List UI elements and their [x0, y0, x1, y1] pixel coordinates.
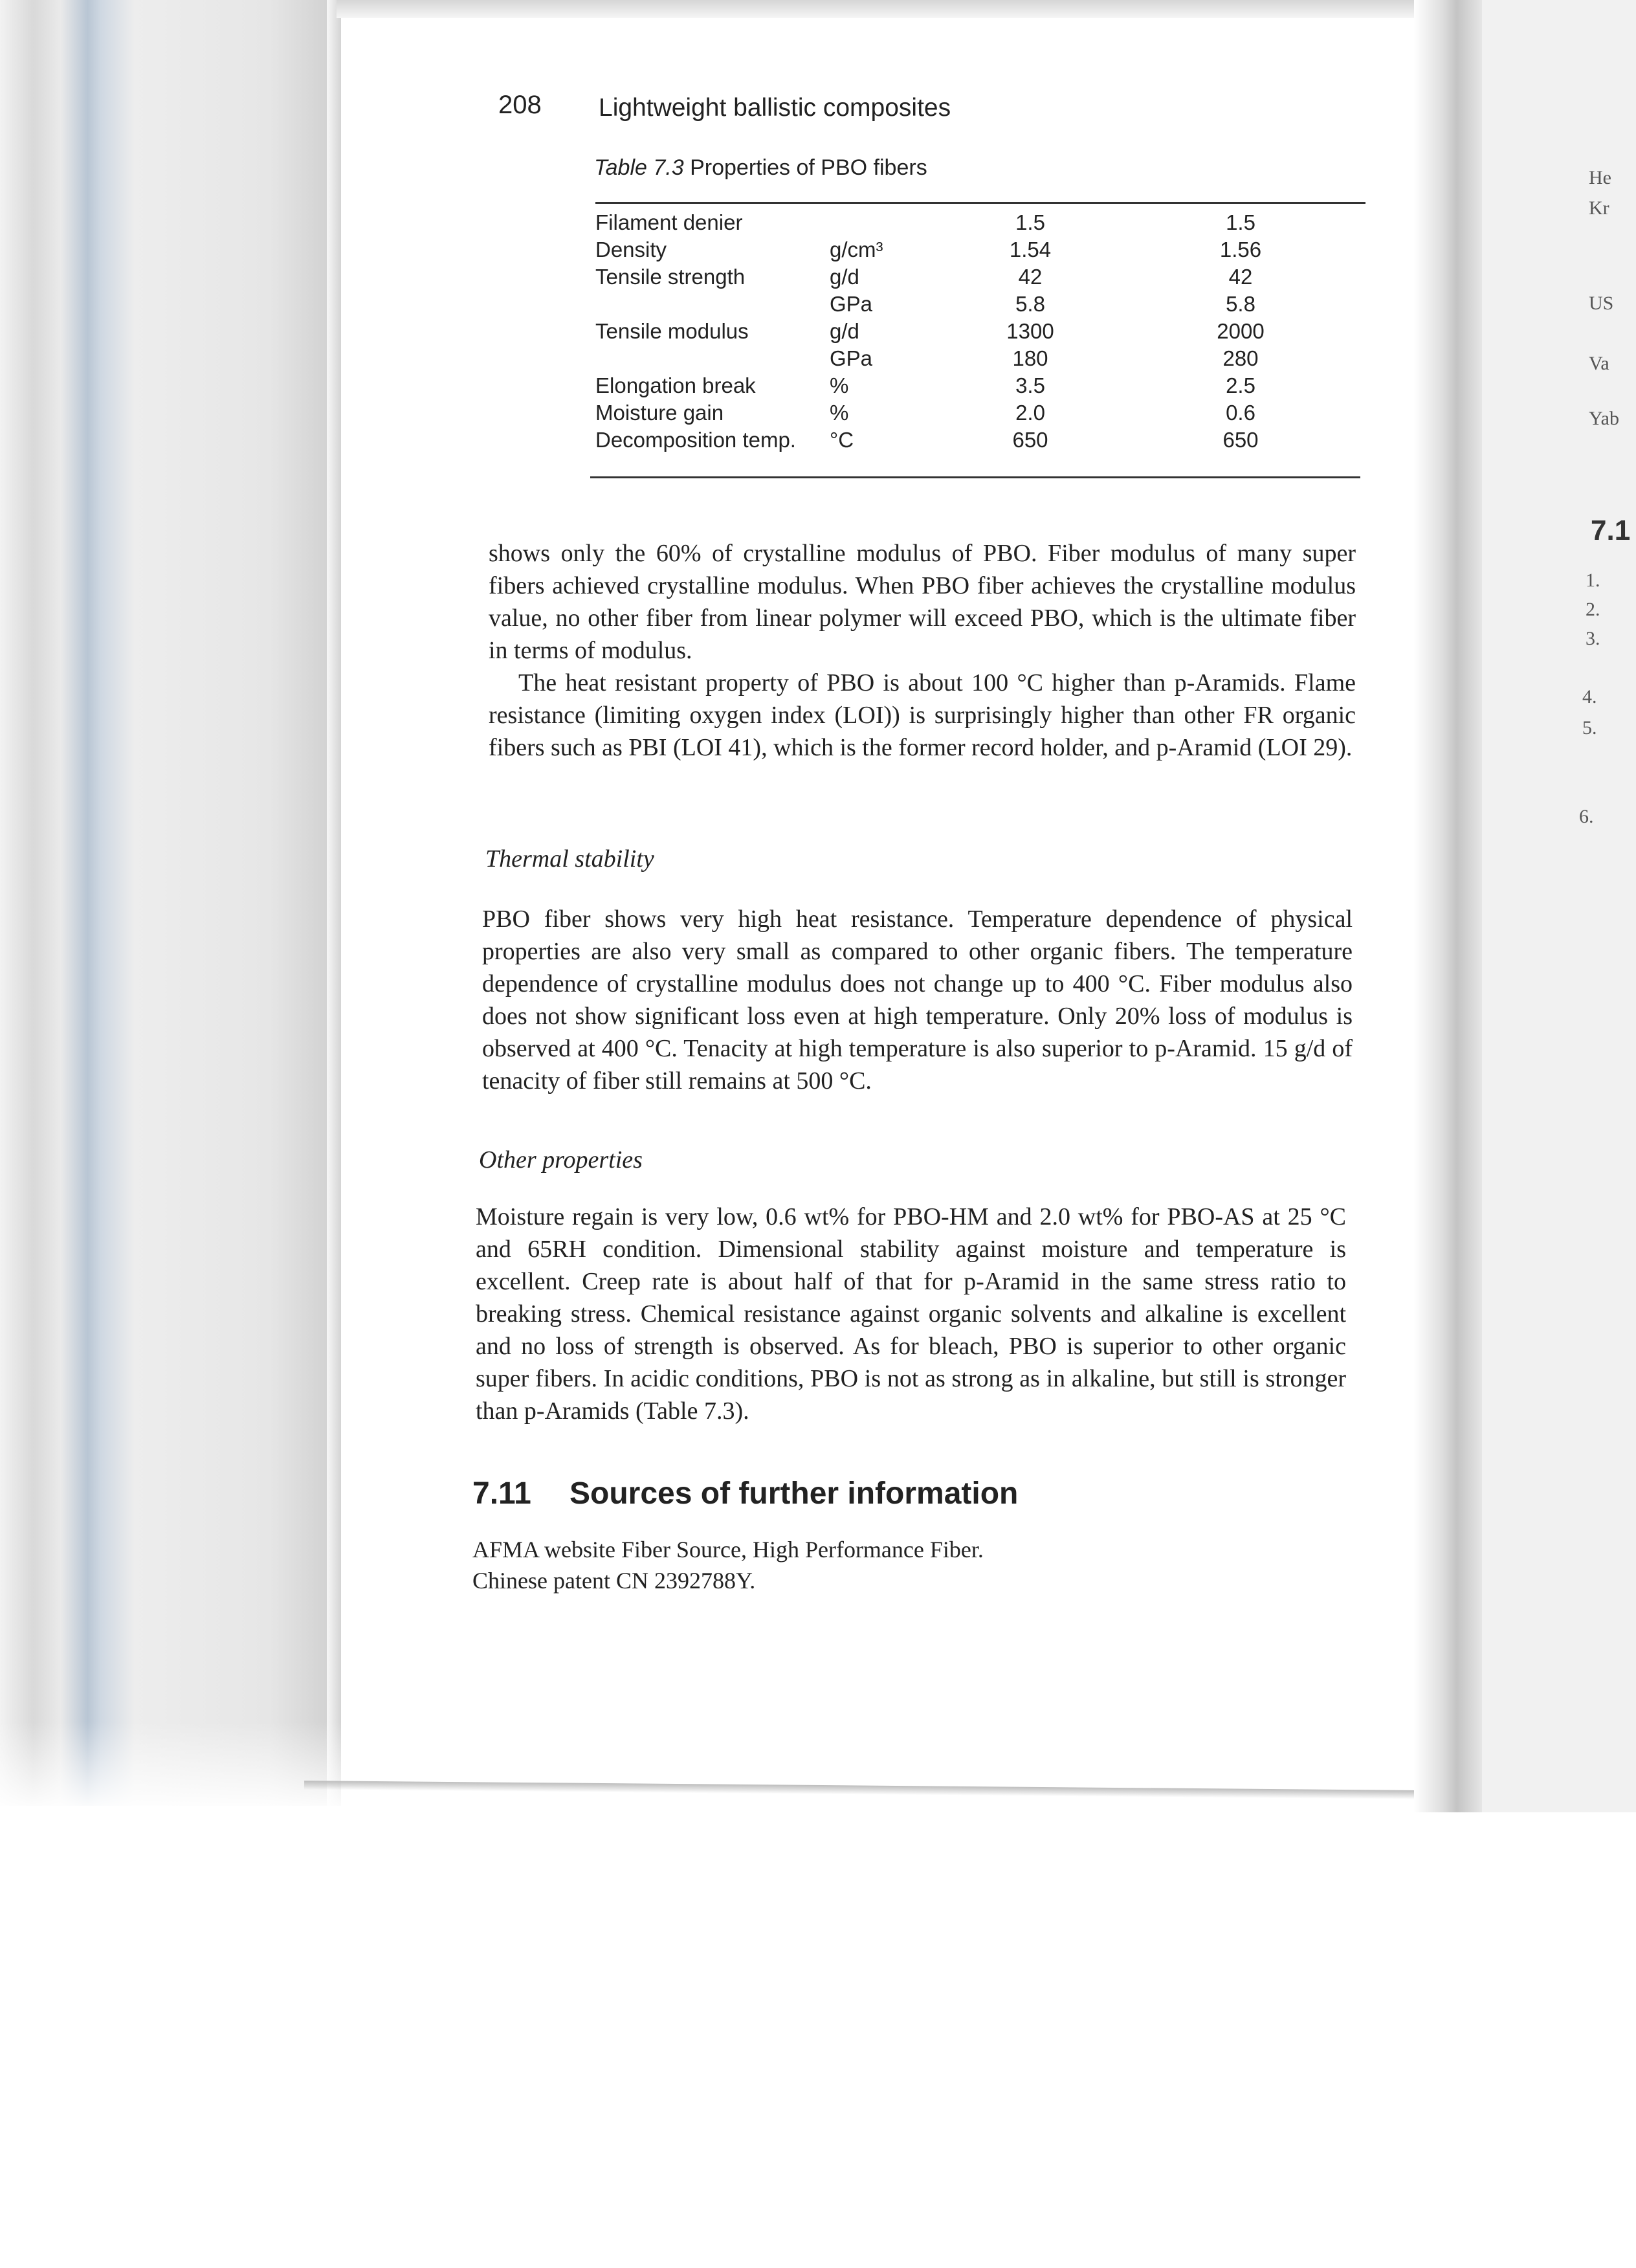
table-row [590, 238, 1360, 265]
paragraph: The heat resistant property of PBO is about 100 °C higher than p-Aramids. Flame resistance (limiting oxygen index (LOI)) is surprisingly higher than other FR organic fibers such as PBI (LOI 41), which is the former record holder, and p-Aramid (LOI 29). [489, 669, 1356, 761]
section-title: Sources of further information [569, 1476, 1019, 1511]
table-cell-value: 0.6 [1226, 401, 1255, 425]
table-row [590, 292, 1360, 319]
facing-text-fragment: 5. [1582, 717, 1597, 739]
subheading-other-properties: Other properties [479, 1146, 643, 1173]
facing-text-fragment: 4. [1582, 686, 1597, 707]
table-cell-property: Density [595, 238, 667, 261]
table-row [590, 319, 1360, 346]
paragraph: Moisture regain is very low, 0.6 wt% for PBO-HM and 2.0 wt% for PBO-AS at 25 °C and 65RH condition. Dimensional stability against moisture and temperature is excellent. Creep rate is about half of that for p-Aramid in the same stress ratio to breaking stress. Chemical resistance against organic solvents and alkaline is excellent and no loss of strength is observed. As for bleach, PBO is superior to other organic super fibers. In acidic conditions, PBO is not as strong as in alkaline, but still is stronger than p-Aramids (Table 7.3). [476, 1203, 1346, 1425]
table-cell-value: 2.0 [1015, 401, 1045, 425]
book-spine-shadow [0, 0, 337, 1806]
spine-fade [0, 1722, 362, 1812]
table-cell-unit: % [830, 373, 849, 397]
facing-text-fragment: Va [1589, 353, 1609, 374]
table-cell-value: 1.5 [1015, 210, 1045, 234]
table-cell-unit: g/cm³ [830, 238, 883, 261]
facing-text-fragment: Kr [1589, 197, 1609, 219]
table-cell-value: 1300 [1006, 319, 1054, 343]
table-row [590, 346, 1360, 373]
table-cell-property: Decomposition temp. [595, 428, 796, 452]
table-cell-value: 5.8 [1226, 292, 1255, 316]
table-caption-text: Properties of PBO fibers [690, 155, 927, 180]
paragraph: shows only the 60% of crystalline modulus of PBO. Fiber modulus of many super fibers achieved crystalline modulus. When PBO fiber achieves the crystalline modulus value, no other fiber from linear polymer will exceed PBO, which is the ultimate fiber in terms of modulus. [489, 540, 1356, 664]
table-cell-unit: g/d [830, 265, 859, 289]
facing-text-fragment: 6. [1579, 806, 1594, 827]
paragraph: PBO fiber shows very high heat resistance. Temperature dependence of physical properties are also very small as compared to other organic fibers. The temperature dependence of crystalline modulus does not change up to 400 °C. Fiber modulus also does not show significant loss even at high temperature. Only 20% loss of modulus is observed at 400 °C. Tenacity at high temperature is also superior to p-Aramid. 15 g/d of tenacity of fiber still remains at 500 °C. [482, 906, 1353, 1095]
table-row [590, 210, 1360, 238]
table-cell-unit: % [830, 401, 849, 425]
table-cell-value: 1.56 [1219, 238, 1262, 261]
table-top-rule [595, 202, 1365, 204]
running-title: Lightweight ballistic composites [599, 94, 951, 122]
page-edge-left [327, 0, 341, 1806]
section-heading [472, 1476, 1018, 1511]
reference-item: AFMA website Fiber Source, High Performance Fiber. [472, 1537, 984, 1562]
table-row [590, 401, 1360, 428]
facing-text-fragment: 1. [1586, 570, 1600, 591]
table-cell-value: 280 [1222, 346, 1259, 370]
table-cell-value: 2.5 [1226, 373, 1255, 397]
table-cell-value: 42 [1018, 265, 1043, 289]
table-cell-unit: g/d [830, 319, 859, 343]
facing-heading-fragment: 7.1 [1591, 515, 1631, 546]
table-cell-property: Moisture gain [595, 401, 724, 425]
table-cell-value: 650 [1222, 428, 1259, 452]
table-cell-value: 2000 [1217, 319, 1265, 343]
table-row [590, 265, 1360, 292]
page-number: 208 [498, 91, 542, 119]
table-cell-value: 3.5 [1015, 373, 1045, 397]
table-cell-unit: °C [830, 428, 854, 452]
table-cell-value: 42 [1228, 265, 1253, 289]
table-cell-property: Elongation break [595, 373, 756, 397]
table-cell-value: 650 [1012, 428, 1048, 452]
facing-text-fragment: US [1589, 293, 1614, 314]
table-caption-label: Table 7.3 [594, 155, 684, 180]
reference-item: Chinese patent CN 2392788Y. [472, 1568, 756, 1594]
table-cell-value: 180 [1012, 346, 1048, 370]
table-bottom-rule [590, 476, 1360, 478]
table-cell-property: Filament denier [595, 210, 743, 234]
table-cell-property: Tensile modulus [595, 319, 749, 343]
facing-text-fragment: 2. [1586, 599, 1600, 620]
table-caption [594, 155, 927, 181]
facing-text-fragment: 3. [1586, 628, 1600, 649]
table-cell-property: Tensile strength [595, 265, 746, 289]
table-row [590, 373, 1360, 401]
table-cell-unit: GPa [830, 292, 873, 316]
table-cell-value: 5.8 [1015, 292, 1045, 316]
book-gutter [1414, 0, 1485, 1812]
facing-text-fragment: Yab [1589, 408, 1619, 429]
table-cell-value: 1.54 [1009, 238, 1052, 261]
table-cell-value: 1.5 [1226, 210, 1255, 234]
page-top-shadow [337, 0, 1501, 18]
reference-list [472, 1534, 984, 1596]
section-number: 7.11 [472, 1476, 531, 1511]
subheading-thermal-stability: Thermal stability [485, 845, 654, 873]
facing-text-fragment: He [1589, 167, 1611, 188]
table-row [590, 428, 1360, 455]
table-cell-unit: GPa [830, 346, 873, 370]
facing-page [1482, 0, 1636, 1812]
